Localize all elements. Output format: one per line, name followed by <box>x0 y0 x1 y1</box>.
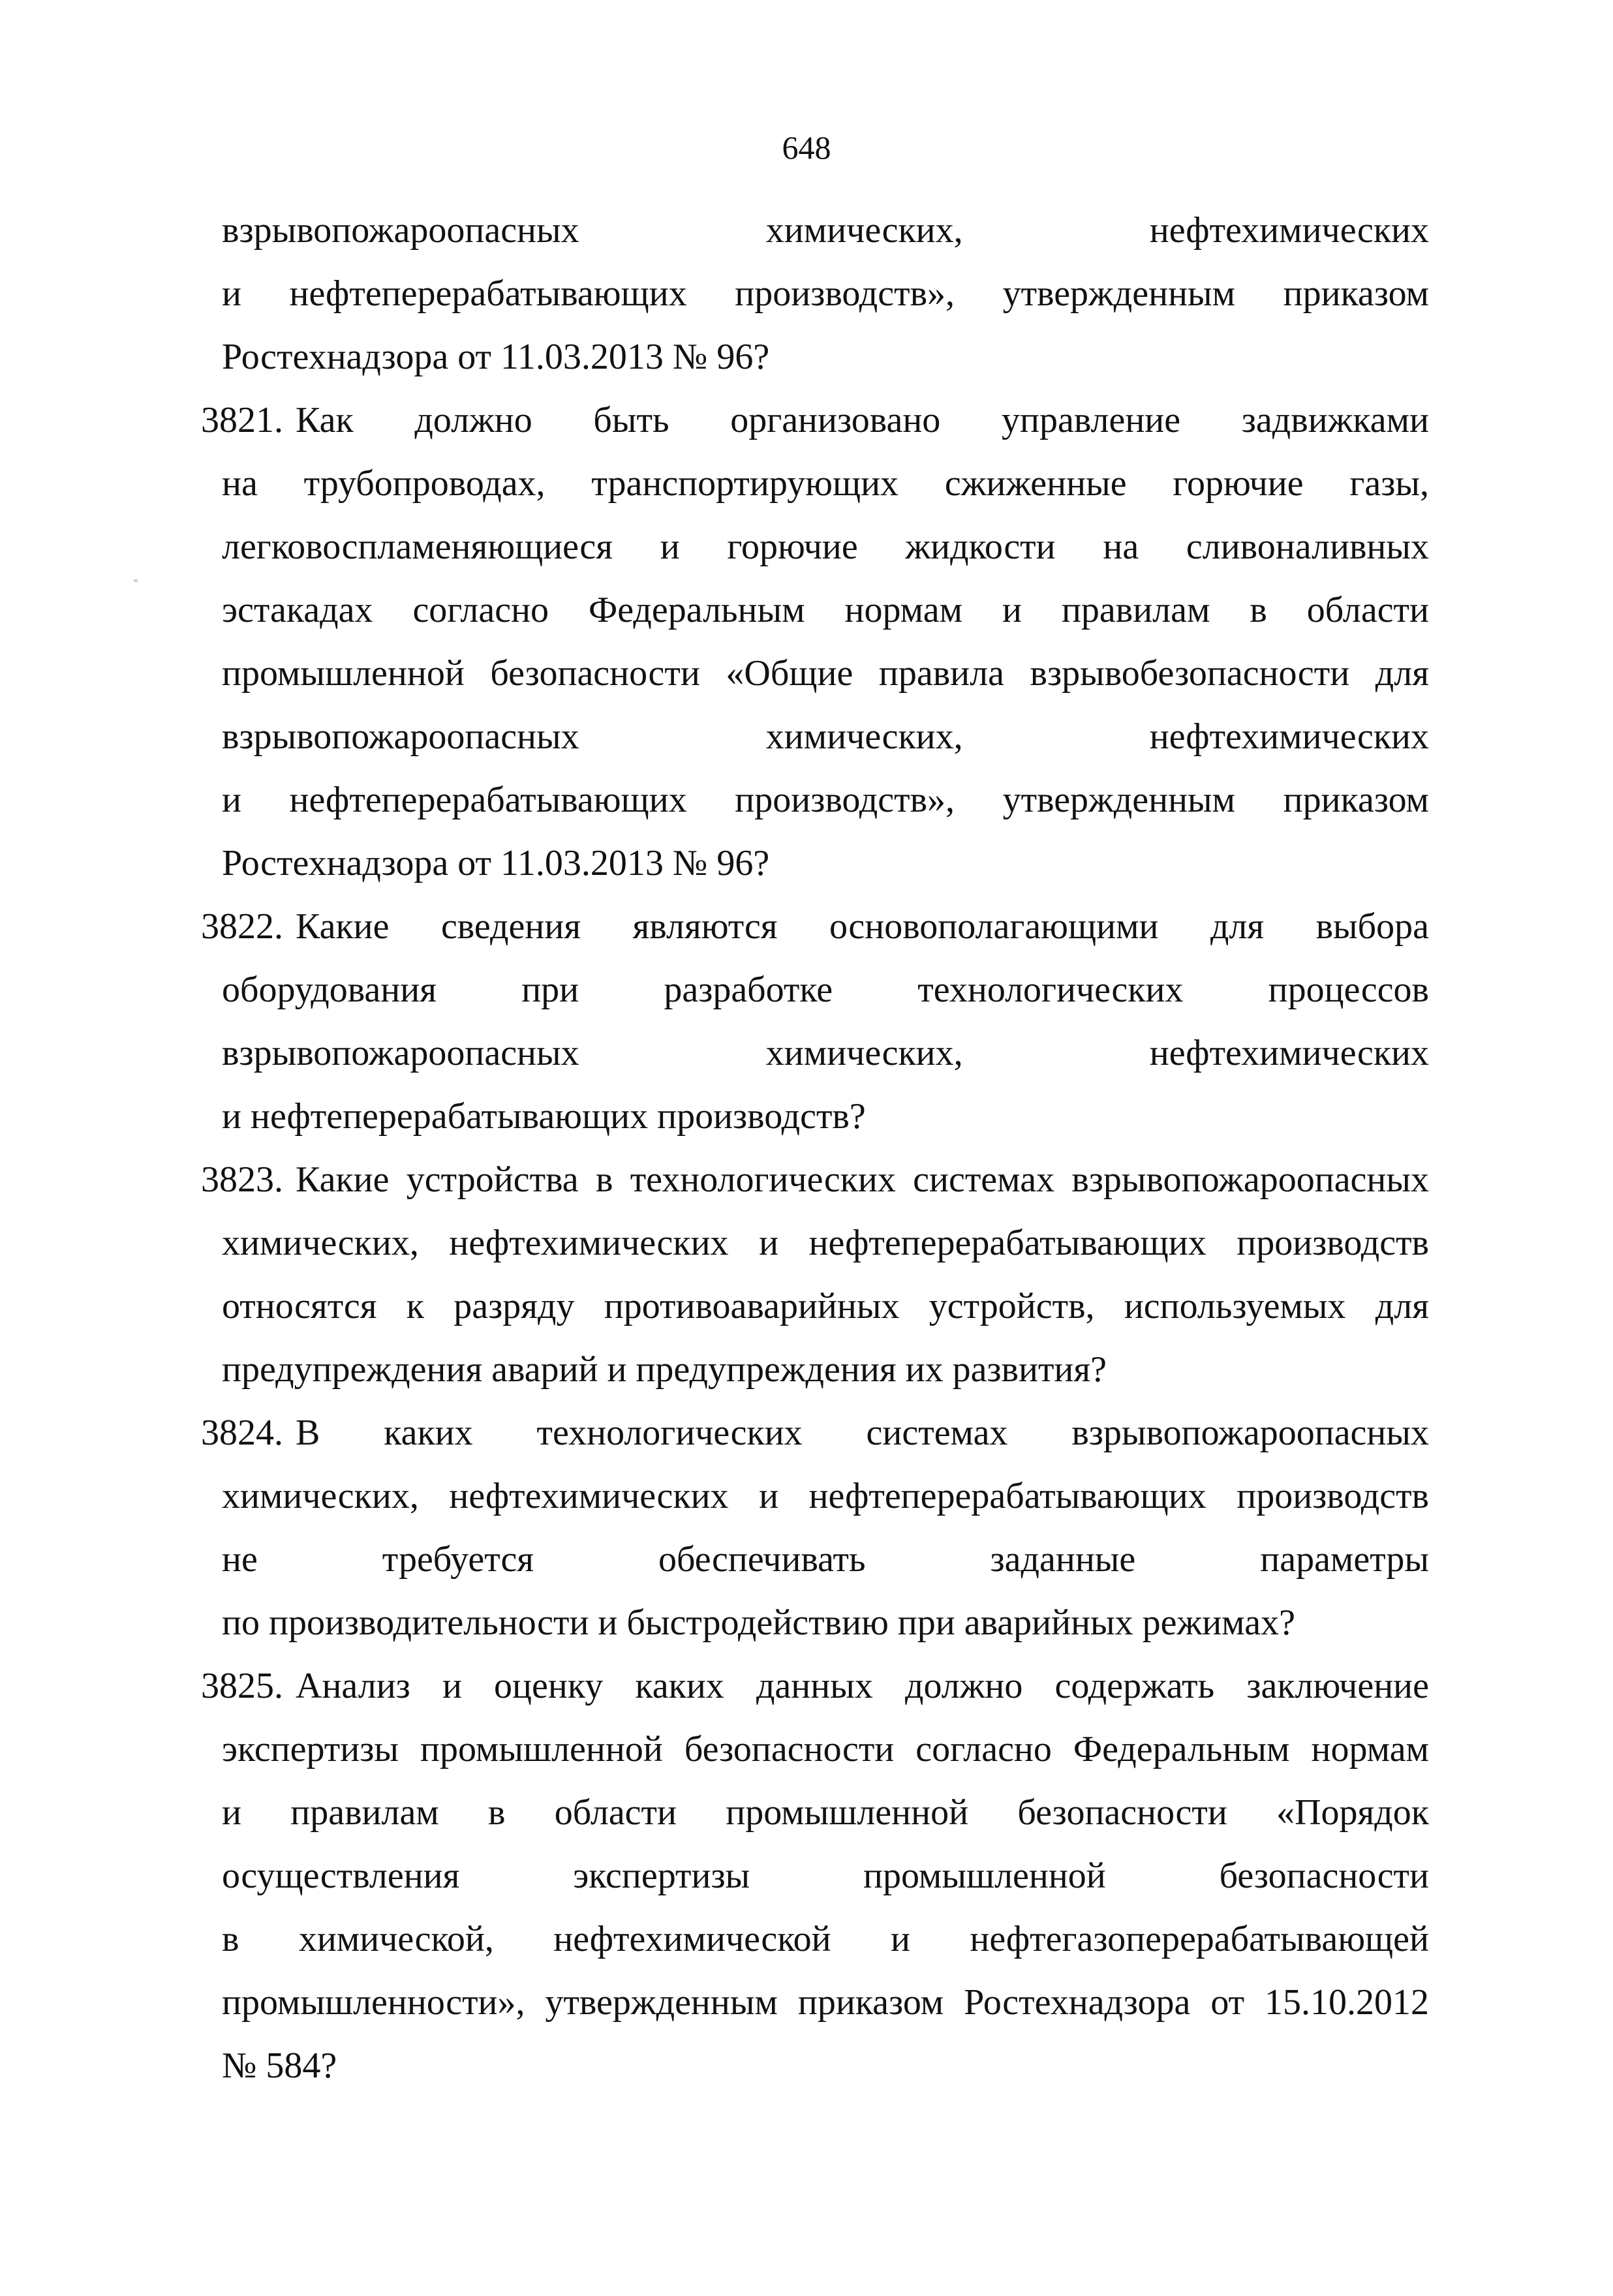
question-line: оборудования при разработке технологических процессов <box>222 970 1429 1010</box>
question-number: 3822. <box>201 906 283 947</box>
question-first-line <box>201 1655 1429 1718</box>
question-first-line <box>201 1401 1429 1465</box>
question-item <box>201 1655 1429 2098</box>
question-line: не требуется обеспечивать заданные параметры <box>222 1539 1429 1580</box>
question-first-line <box>201 389 1429 452</box>
question-number: 3821. <box>201 400 283 440</box>
question-number: 3824. <box>201 1413 283 1453</box>
continuation-line: взрывопожароопасных химических, нефтехимических <box>222 210 1429 251</box>
question-line: Как должно быть организовано управление задвижками <box>296 400 1429 440</box>
question-line: Ростехнадзора от 11.03.2013 № 96? <box>222 843 770 883</box>
question-first-line <box>201 895 1429 958</box>
question-line: и нефтеперерабатывающих производств? <box>222 1096 866 1137</box>
question-item <box>201 389 1429 895</box>
page-number: 648 <box>782 129 831 166</box>
question-line: легковоспламеняющиеся и горючие жидкости на сливоналивных <box>222 527 1429 567</box>
question-line: Какие устройства в технологических системах взрывопожароопасных <box>296 1159 1429 1200</box>
question-line: осуществления экспертизы промышленной безопасности <box>222 1856 1429 1896</box>
question-line: экспертизы промышленной безопасности согласно Федеральным нормам <box>222 1729 1429 1769</box>
question-line: № 584? <box>222 2045 337 2086</box>
question-line: промышленной безопасности «Общие правила взрывобезопасности для <box>222 653 1429 694</box>
question-line: Какие сведения являются основополагающими для выбора <box>296 906 1429 947</box>
question-line: на трубопроводах, транспортирующих сжиженные горючие газы, <box>222 463 1429 504</box>
question-line: Анализ и оценку каких данных должно содержать заключение <box>296 1666 1429 1706</box>
scan-mark <box>134 579 138 582</box>
question-line: по производительности и быстродействию при аварийных режимах? <box>222 1602 1295 1643</box>
question-line: химических, нефтехимических и нефтеперерабатывающих производств <box>222 1223 1429 1263</box>
continuation-paragraph <box>222 199 1429 389</box>
question-line: в химической, нефтехимической и нефтегазоперерабатывающей <box>222 1919 1429 1959</box>
question-number: 3825. <box>201 1666 283 1706</box>
question-line: относятся к разряду противоаварийных устройств, используемых для <box>222 1286 1429 1326</box>
question-line: и нефтеперерабатывающих производств», утвержденным приказом <box>222 780 1429 820</box>
question-line: промышленности», утвержденным приказом Ростехнадзора от 15.10.2012 <box>222 1982 1429 2023</box>
question-first-line <box>201 1148 1429 1212</box>
document-body <box>201 199 1429 2098</box>
continuation-line: Ростехнадзора от 11.03.2013 № 96? <box>222 337 770 377</box>
continuation-line: и нефтеперерабатывающих производств», утвержденным приказом <box>222 273 1429 314</box>
question-line: В каких технологических системах взрывопожароопасных <box>296 1413 1429 1453</box>
question-line: взрывопожароопасных химических, нефтехимических <box>222 1033 1429 1073</box>
question-line: и правилам в области промышленной безопасности «Порядок <box>222 1792 1429 1833</box>
question-line: предупреждения аварий и предупреждения их развития? <box>222 1349 1107 1390</box>
question-item <box>201 895 1429 1148</box>
question-line: эстакадах согласно Федеральным нормам и правилам в области <box>222 590 1429 630</box>
question-item <box>201 1401 1429 1655</box>
question-line: химических, нефтехимических и нефтеперерабатывающих производств <box>222 1476 1429 1516</box>
question-item <box>201 1148 1429 1401</box>
questions-list <box>201 389 1429 2098</box>
question-line: взрывопожароопасных химических, нефтехимических <box>222 716 1429 757</box>
question-number: 3823. <box>201 1159 283 1200</box>
